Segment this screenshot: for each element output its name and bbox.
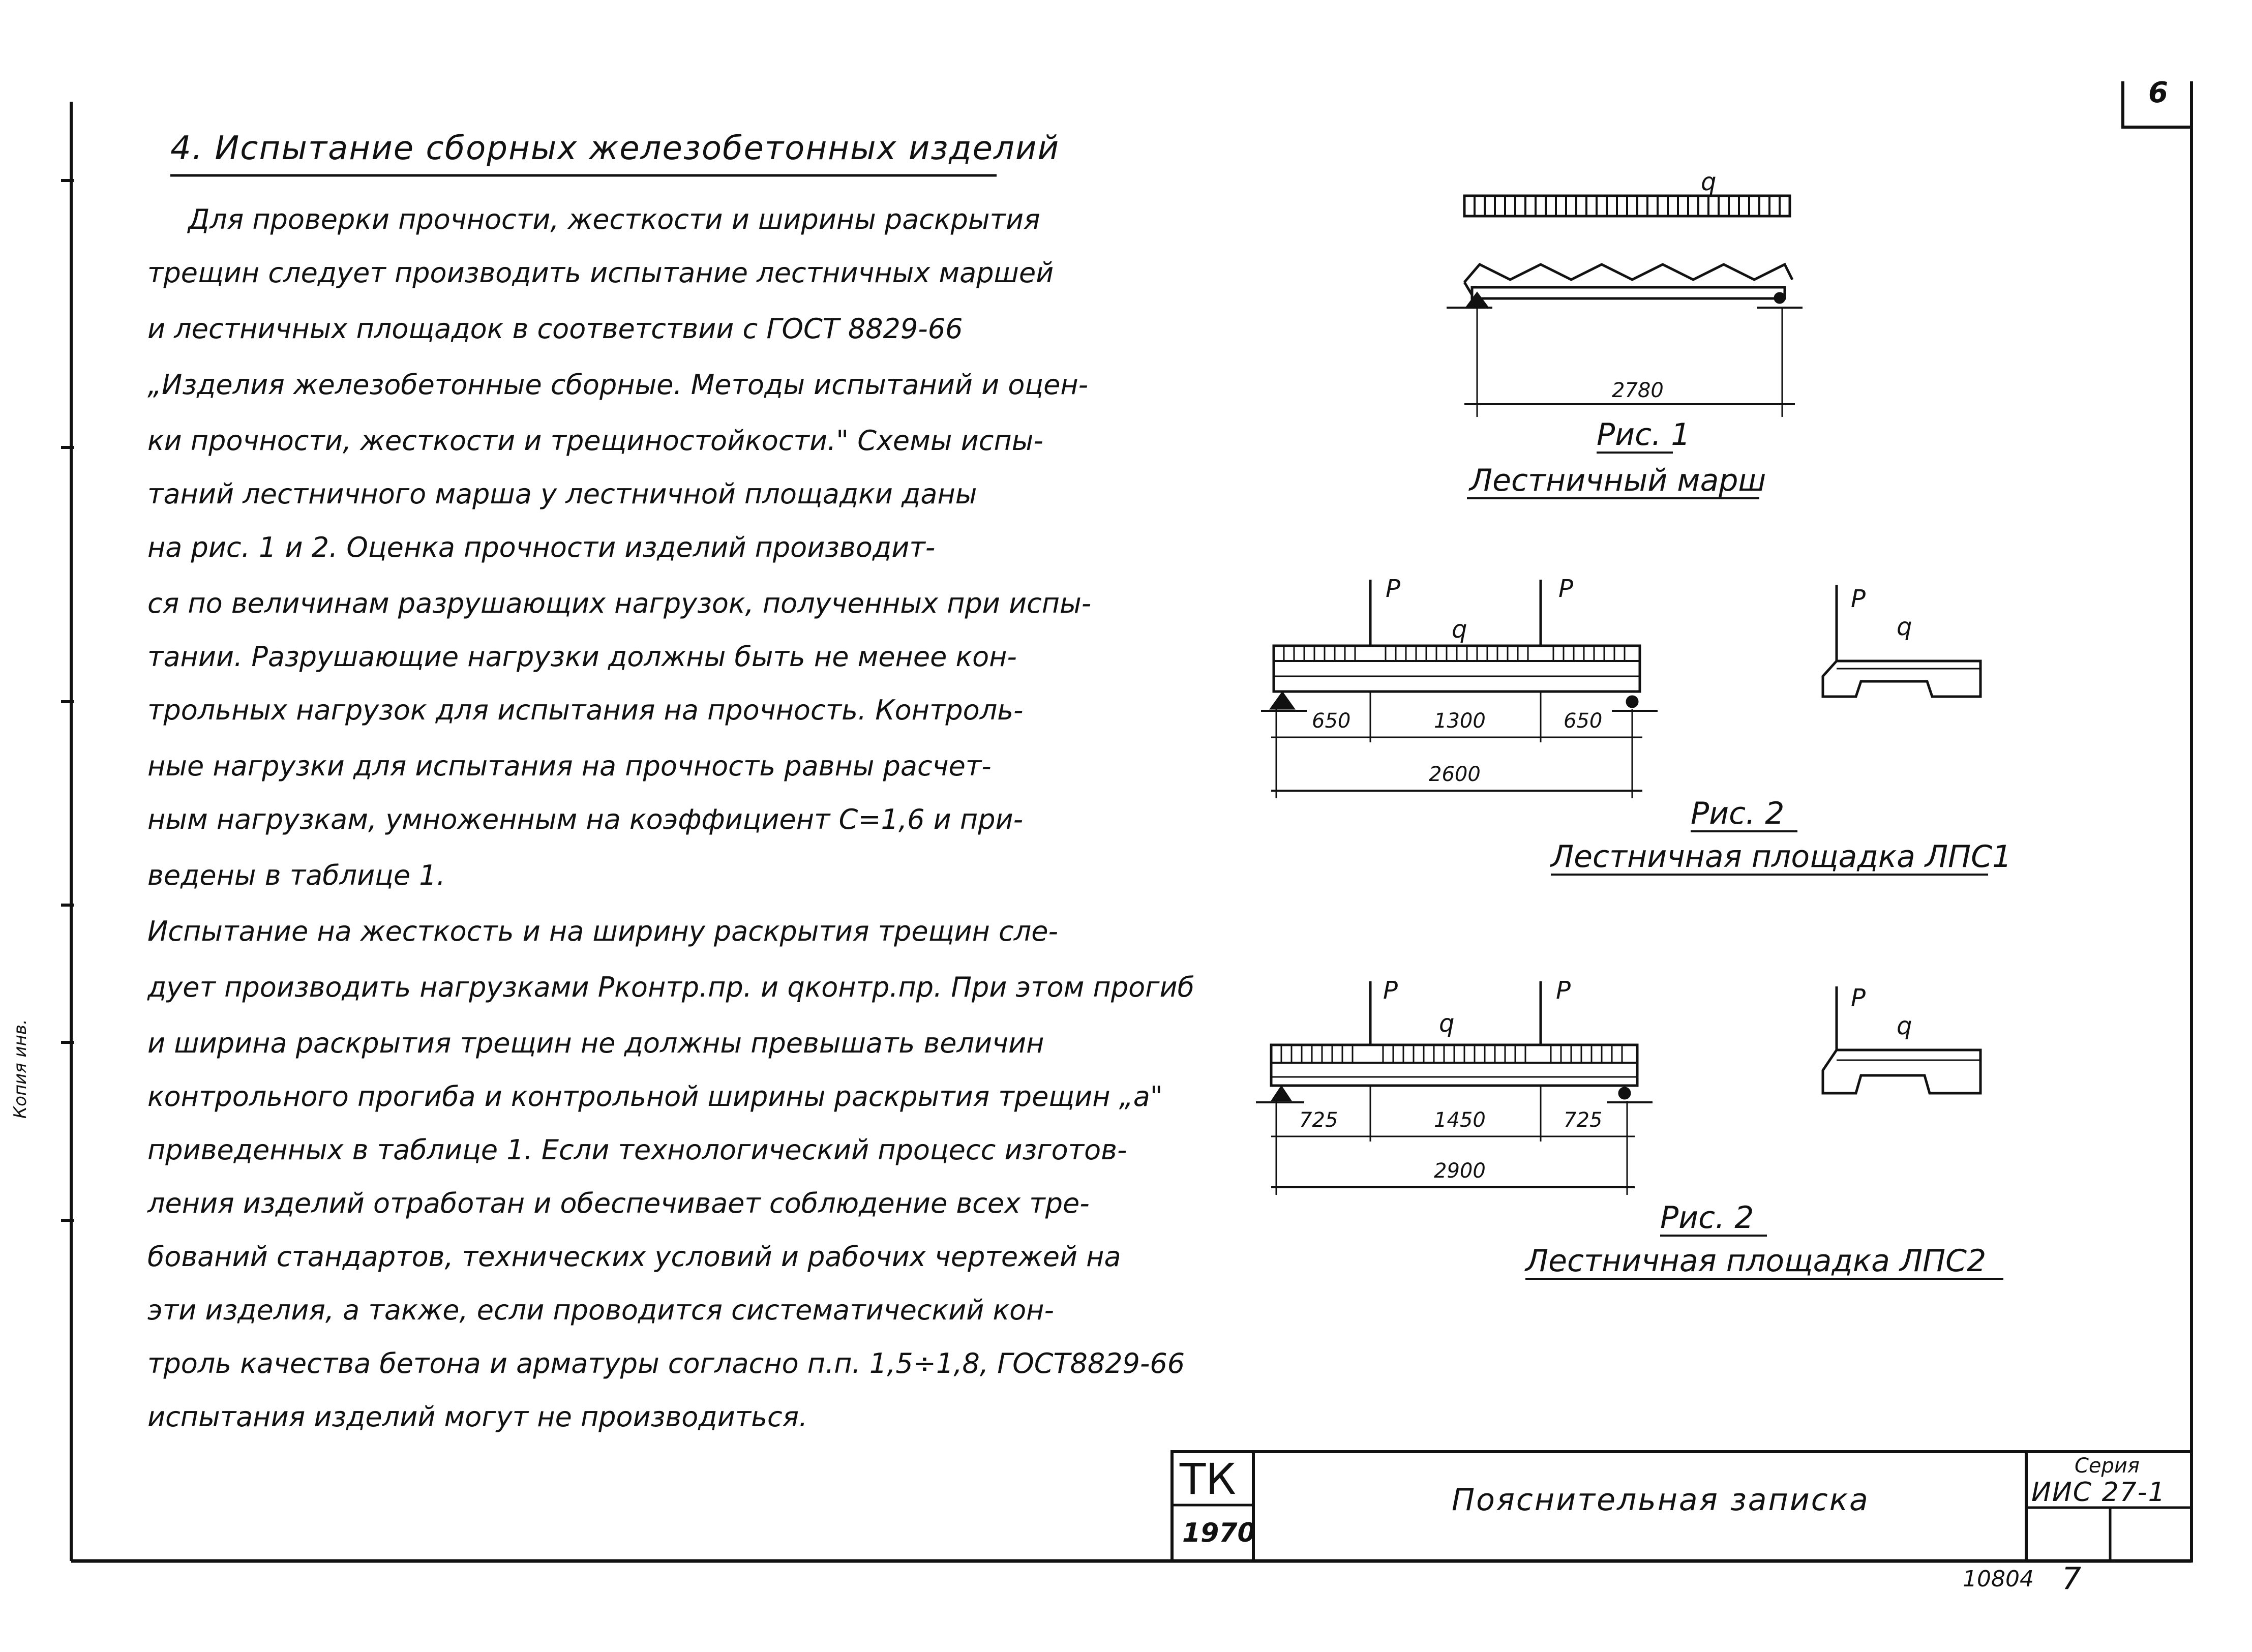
fig1-title: Лестничный марш <box>1469 463 1766 498</box>
fig3-dim-3: 725 <box>1564 1108 1603 1132</box>
fig2-title: Лестничная площадка ЛПС1 <box>1551 839 2012 875</box>
title-block-series-label: Серия <box>2075 1454 2140 1478</box>
figure-1 <box>1447 196 1803 498</box>
text-line: ведены в таблице 1. <box>147 859 445 891</box>
text-line: троль качества бетона и арматуры согласно п.п. 1,5÷1,8, ГОСТ8829-66 <box>147 1347 1185 1379</box>
text-line: испытания изделий могут не производиться. <box>147 1401 808 1433</box>
text-line: эти изделия, а также, если проводится систематический кон- <box>147 1294 1054 1326</box>
fig1-beam <box>1472 287 1785 298</box>
text-line: трещин следует производить испытание лестничных маршей <box>147 257 1054 289</box>
margin-stamp: Копия инв. <box>10 1019 31 1119</box>
fig3-roller-support <box>1618 1087 1631 1099</box>
text-line: ные нагрузки для испытания на прочность равны расчет- <box>147 750 992 782</box>
fig2-dim-2: 1300 <box>1434 709 1486 733</box>
text-line: тании. Разрушающие нагрузки должны быть не менее кон- <box>147 641 1017 673</box>
fig2-pin-support <box>1270 692 1295 709</box>
text-line: на рис. 1 и 2. Оценка прочности изделий производит- <box>147 531 936 563</box>
title-block-org: ТК <box>1180 1454 1236 1504</box>
text-line: дует производить нагрузками Pконтр.пр. и qконтр.пр. При этом прогиб <box>147 971 1194 1003</box>
page-number: 6 <box>2148 76 2168 109</box>
text-line: ся по величинам разрушающих нагрузок, полученных при испы- <box>147 587 1092 619</box>
fig2-dim-1: 650 <box>1312 709 1351 733</box>
title-block-year: 1970 <box>1182 1518 1256 1548</box>
fig2-cross-section <box>1823 661 1980 697</box>
text-line: ным нагрузкам, умноженным на коэффициент С=1,6 и при- <box>147 803 1024 835</box>
fig2-total: 2600 <box>1429 763 1481 786</box>
fig3-total: 2900 <box>1434 1159 1486 1183</box>
fig2-q-label: q <box>1452 615 1467 644</box>
section-heading: 4. Испытание сборных железобетонных изделий <box>170 130 1060 167</box>
fig1-span-label: 2780 <box>1612 379 1664 402</box>
title-block-name: Пояснительная записка <box>1452 1482 1870 1518</box>
text-line: Испытание на жесткость и на ширину раскрытия трещин сле- <box>147 915 1058 947</box>
fig2-section-p: P <box>1851 585 1866 613</box>
fig3-title: Лестничная площадка ЛПС2 <box>1525 1243 1987 1279</box>
fig3-dim-2: 1450 <box>1434 1108 1486 1132</box>
text-line: ления изделий отработан и обеспечивает соблюдение всех тре- <box>147 1187 1090 1219</box>
text-line: бований стандартов, технических условий и рабочих чертежей на <box>147 1241 1121 1273</box>
fig3-cross-section <box>1823 1050 1980 1093</box>
text-line: и лестничных площадок в соответствии с ГОСТ 8829-66 <box>147 313 963 345</box>
text-line: трольных нагрузок для испытания на прочность. Контроль- <box>147 694 1024 726</box>
text-line: ки прочности, жесткости и трещиностойкости." Схемы испы- <box>147 425 1043 457</box>
text-line: приведенных в таблице 1. Если технологический процесс изготов- <box>147 1134 1127 1166</box>
text-line: и ширина раскрытия трещин не должны превышать величин <box>147 1027 1044 1059</box>
fig2-dim-3: 650 <box>1564 709 1603 733</box>
fig2-p-right: P <box>1558 575 1573 603</box>
fig1-stair-steps <box>1464 264 1792 282</box>
fig3-pin-support <box>1271 1086 1292 1101</box>
fig3-p-right: P <box>1556 976 1571 1005</box>
fig3-number: Рис. 2 <box>1660 1200 1754 1236</box>
fig3-dim-1: 725 <box>1299 1108 1338 1132</box>
fig1-number: Рис. 1 <box>1597 417 1691 453</box>
fig2-roller-support <box>1626 696 1638 708</box>
bottom-code: 10804 <box>1963 1566 2034 1592</box>
fig2-number: Рис. 2 <box>1691 796 1785 831</box>
fig3-p-left: P <box>1383 976 1398 1005</box>
fig2-p-left: P <box>1386 575 1400 603</box>
fig1-load-hatch <box>1475 196 1780 216</box>
figure-3 <box>1256 981 2003 1279</box>
text-line: таний лестничного марша у лестничной площадки даны <box>147 478 977 510</box>
text-line: „Изделия железобетонные сборные. Методы испытаний и оцен- <box>147 369 1089 401</box>
text-line: контрольного прогиба и контрольной ширины раскрытия трещин „а" <box>147 1080 1163 1113</box>
fig2-section-q: q <box>1897 613 1912 641</box>
fig1-roller-support <box>1774 292 1785 304</box>
figure-2 <box>1261 580 1988 875</box>
fig3-section-q: q <box>1897 1012 1912 1040</box>
fig1-load-label: q <box>1701 168 1717 196</box>
title-block-series: ИИС 27-1 <box>2031 1477 2166 1508</box>
text-line: Для проверки прочности, жесткости и ширины раскрытия <box>188 203 1040 235</box>
sheet-number: 7 <box>2062 1561 2082 1597</box>
fig3-section-p: P <box>1851 984 1866 1012</box>
fig3-q-label: q <box>1439 1009 1455 1038</box>
